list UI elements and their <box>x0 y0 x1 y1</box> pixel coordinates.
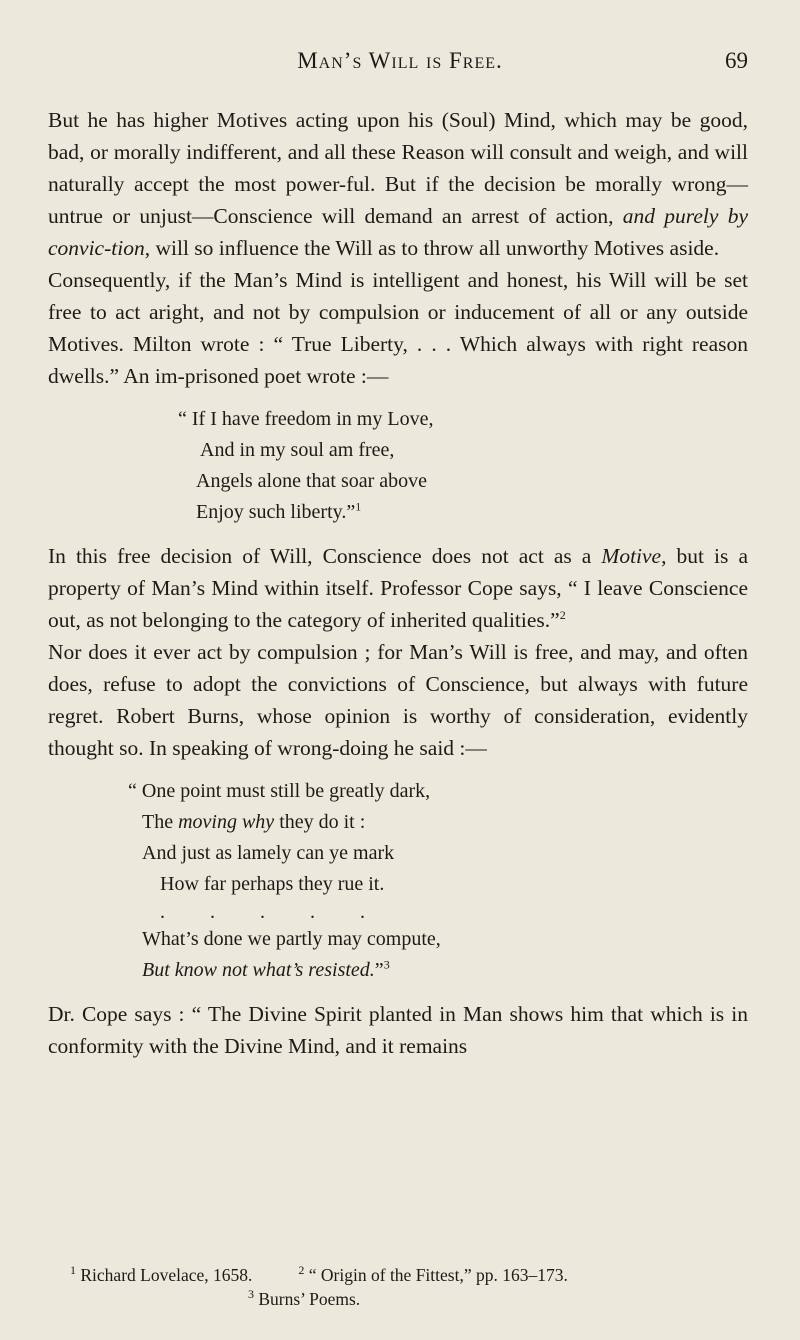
verse-burns-line-2 <box>48 807 748 838</box>
footnote-row-2 <box>70 1287 770 1311</box>
footnote-ref-2: 2 <box>559 607 566 622</box>
verse-burns-line-6-italic: But know not what’s resisted. <box>142 959 375 981</box>
footnote-1-mark: 1 <box>70 1263 76 1278</box>
footnote-1-text: Richard Lovelace, 1658. <box>80 1265 253 1285</box>
paragraph-5: Dr. Cope says : “ The Divine Spirit planted in Man shows him that which is in conformity with the Divine Mind, and it remains <box>48 1002 748 1058</box>
verse-lovelace-line-2: And in my soul am free, <box>200 439 395 461</box>
paragraph-4: Nor does it ever act by compulsion ; for Man’s Will is free, and may, and often does, refuse to adopt the convictions of Conscience, but always with future regret. Robert Burns, whose opinion is worthy of consideration, evidently thought so. In speaking of wrong-doing he said :— <box>48 640 748 760</box>
verse-burns-line-2-text-b: they do it : <box>274 811 366 833</box>
paragraph-1-text-a: But he has higher Motives acting upon his (Soul) Mind, which may be good, bad, or morally indifferent, and all these Reason will consult and weigh, and will naturally accept the most power-ful. But if the decision be morally wrong—untrue or unjust—Conscience will demand an arrest of action, <box>48 108 748 228</box>
verse-burns-line-4: How far perhaps they rue it. <box>160 873 385 895</box>
verse-burns-ellipsis: . . . . . <box>160 901 385 923</box>
verse-lovelace-line-4-text: Enjoy such liberty.” <box>196 501 356 523</box>
verse-lovelace-line-3: Angels alone that soar above <box>196 470 428 492</box>
footnote-3-text: Burns’ Poems. <box>258 1289 361 1309</box>
verse-burns <box>48 776 748 986</box>
paragraph-3-text-b: , but is a property of Man’s Mind within itself. Professor Cope says, “ I leave Conscience out, as not belonging to the category of inherited qualities.” <box>48 544 748 632</box>
footnote-ref-3: 3 <box>383 957 390 972</box>
verse-lovelace-line-4 <box>48 497 748 528</box>
verse-burns-line-2-text-a: The <box>142 811 179 833</box>
page-number: 69 <box>725 48 748 73</box>
verse-burns-line-6 <box>48 955 748 986</box>
footnote-3-mark: 3 <box>248 1287 254 1302</box>
paragraph-3-italic: Motive <box>601 544 662 568</box>
verse-burns-line-2-italic: moving why <box>178 811 275 833</box>
running-head <box>0 48 800 84</box>
verse-lovelace-line-1: “ If I have freedom in my Love, <box>178 408 434 430</box>
footnotes <box>70 1263 770 1311</box>
body-text <box>48 104 748 1062</box>
paragraph-1-text-b: , will so influence the Will as to throw all unworthy Motives aside. <box>144 236 720 260</box>
footnote-ref-1: 1 <box>355 499 362 514</box>
paragraph-3-text-a: In this free decision of Will, Conscience does not act as a <box>48 544 602 568</box>
verse-lovelace <box>48 404 748 528</box>
verse-burns-line-5: What’s done we partly may compute, <box>142 928 441 950</box>
footnote-2-text: “ Origin of the Fittest,” pp. 163–173. <box>308 1265 568 1285</box>
paragraph-3 <box>48 540 748 636</box>
verse-burns-line-1: “ One point must still be greatly dark, <box>128 780 431 802</box>
verse-burns-line-6-text-b: ” <box>374 959 384 981</box>
paragraph-1-italic: and purely by convic-tion <box>48 204 748 260</box>
footnote-row-1 <box>70 1263 770 1287</box>
paragraph-1 <box>48 104 748 264</box>
footnote-2-mark: 2 <box>298 1263 305 1278</box>
verse-burns-line-3: And just as lamely can ye mark <box>142 842 395 864</box>
paragraph-2: Consequently, if the Man’s Mind is intelligent and honest, his Will will be set free to act aright, and not by compulsion or inducement of all or any outside Motives. Milton wrote : “ True Liberty, . . . Which always with right reason dwells.” An im-prisoned poet wrote :— <box>48 268 748 388</box>
running-title: Man’s Will is Free. <box>297 48 503 73</box>
